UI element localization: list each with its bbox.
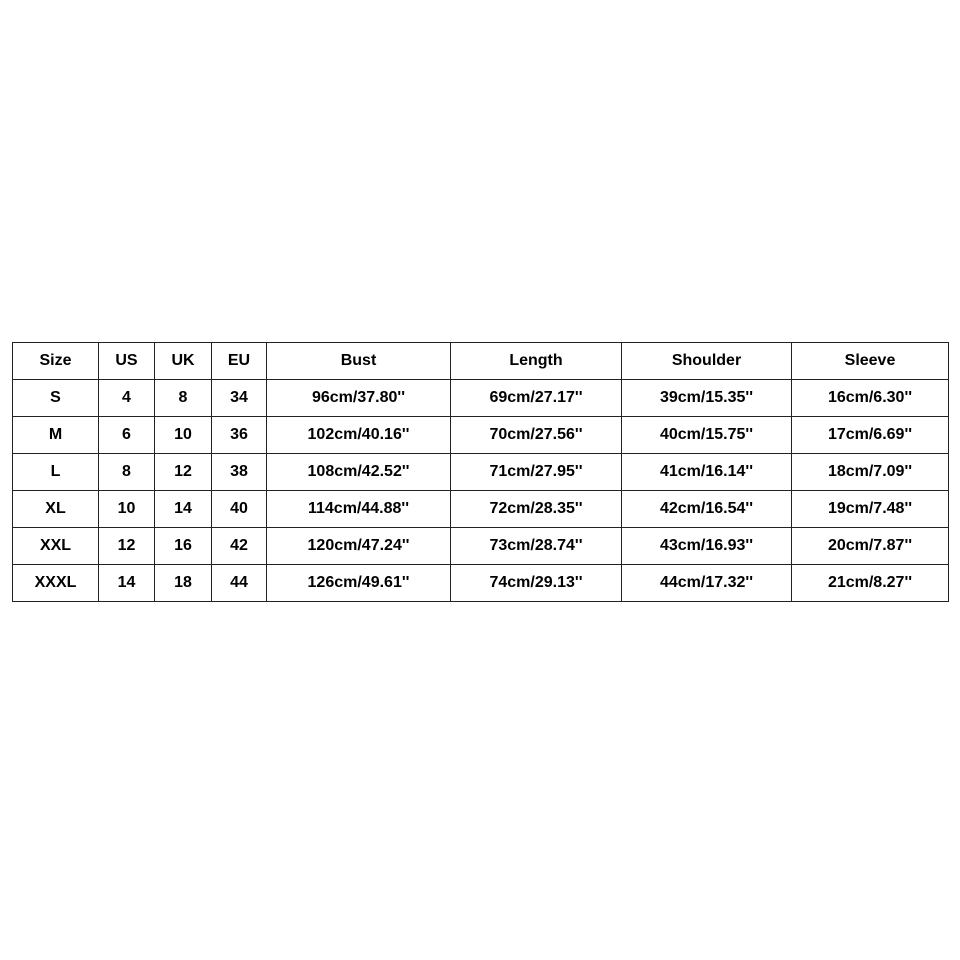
cell-sleeve: 17cm/6.69'' <box>792 417 949 454</box>
table-header-row <box>13 343 949 380</box>
cell-bust: 120cm/47.24'' <box>267 528 451 565</box>
table-row <box>13 491 949 528</box>
cell-eu: 34 <box>212 380 267 417</box>
cell-size: XL <box>13 491 99 528</box>
cell-shoulder: 43cm/16.93'' <box>622 528 792 565</box>
cell-size: S <box>13 380 99 417</box>
cell-bust: 96cm/37.80'' <box>267 380 451 417</box>
header-eu: EU <box>212 343 267 380</box>
header-size: Size <box>13 343 99 380</box>
size-chart-table <box>12 342 949 602</box>
cell-shoulder: 42cm/16.54'' <box>622 491 792 528</box>
header-bust: Bust <box>267 343 451 380</box>
table-row <box>13 380 949 417</box>
cell-bust: 102cm/40.16'' <box>267 417 451 454</box>
cell-size: XXXL <box>13 565 99 602</box>
header-sleeve: Sleeve <box>792 343 949 380</box>
cell-length: 71cm/27.95'' <box>451 454 622 491</box>
table-row <box>13 454 949 491</box>
cell-bust: 126cm/49.61'' <box>267 565 451 602</box>
cell-sleeve: 21cm/8.27'' <box>792 565 949 602</box>
cell-us: 6 <box>99 417 155 454</box>
cell-bust: 114cm/44.88'' <box>267 491 451 528</box>
cell-shoulder: 44cm/17.32'' <box>622 565 792 602</box>
table-row <box>13 417 949 454</box>
cell-uk: 10 <box>155 417 212 454</box>
cell-length: 70cm/27.56'' <box>451 417 622 454</box>
header-us: US <box>99 343 155 380</box>
cell-us: 10 <box>99 491 155 528</box>
cell-sleeve: 18cm/7.09'' <box>792 454 949 491</box>
cell-us: 4 <box>99 380 155 417</box>
cell-uk: 8 <box>155 380 212 417</box>
cell-eu: 42 <box>212 528 267 565</box>
cell-us: 14 <box>99 565 155 602</box>
cell-us: 8 <box>99 454 155 491</box>
header-length: Length <box>451 343 622 380</box>
cell-shoulder: 39cm/15.35'' <box>622 380 792 417</box>
cell-sleeve: 20cm/7.87'' <box>792 528 949 565</box>
cell-length: 69cm/27.17'' <box>451 380 622 417</box>
table-row <box>13 528 949 565</box>
cell-bust: 108cm/42.52'' <box>267 454 451 491</box>
cell-eu: 38 <box>212 454 267 491</box>
header-uk: UK <box>155 343 212 380</box>
cell-uk: 16 <box>155 528 212 565</box>
cell-uk: 14 <box>155 491 212 528</box>
cell-sleeve: 19cm/7.48'' <box>792 491 949 528</box>
cell-us: 12 <box>99 528 155 565</box>
cell-eu: 36 <box>212 417 267 454</box>
cell-size: M <box>13 417 99 454</box>
cell-length: 72cm/28.35'' <box>451 491 622 528</box>
cell-eu: 44 <box>212 565 267 602</box>
cell-length: 74cm/29.13'' <box>451 565 622 602</box>
cell-shoulder: 41cm/16.14'' <box>622 454 792 491</box>
table-row <box>13 565 949 602</box>
cell-sleeve: 16cm/6.30'' <box>792 380 949 417</box>
cell-eu: 40 <box>212 491 267 528</box>
cell-uk: 12 <box>155 454 212 491</box>
cell-shoulder: 40cm/15.75'' <box>622 417 792 454</box>
cell-size: XXL <box>13 528 99 565</box>
cell-uk: 18 <box>155 565 212 602</box>
cell-size: L <box>13 454 99 491</box>
cell-length: 73cm/28.74'' <box>451 528 622 565</box>
header-shoulder: Shoulder <box>622 343 792 380</box>
